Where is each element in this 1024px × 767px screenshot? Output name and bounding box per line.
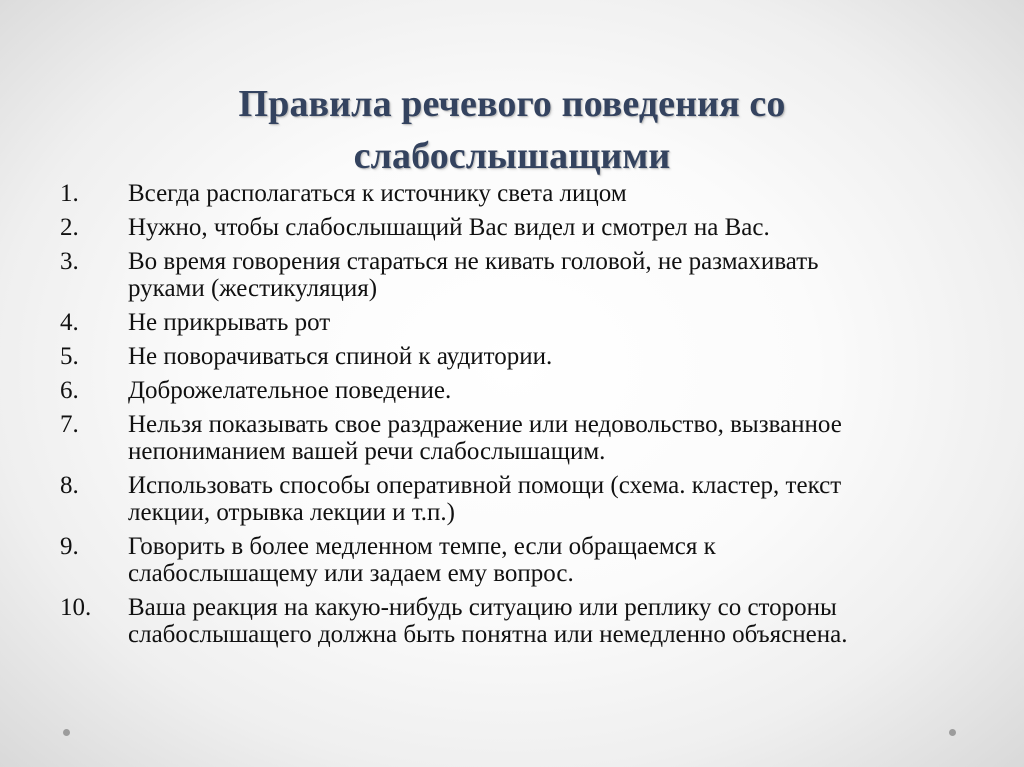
rule-item-9 xyxy=(60,533,960,587)
rule-number: 9. xyxy=(60,533,79,560)
rule-text xyxy=(128,411,960,465)
slide-title xyxy=(170,78,854,182)
rule-text-line: лекции, отрывка лекции и т.п.) xyxy=(128,499,455,526)
rule-text xyxy=(128,214,960,241)
rule-item-10 xyxy=(60,594,960,648)
rule-number: 7. xyxy=(60,411,79,438)
rule-text xyxy=(128,180,960,207)
rule-item-2 xyxy=(60,214,960,241)
rule-item-4 xyxy=(60,309,960,336)
rule-number: 10. xyxy=(60,594,92,621)
rule-item-7 xyxy=(60,411,960,465)
slide-title-line-1: Правила речевого поведения со xyxy=(238,83,786,125)
rule-item-5 xyxy=(60,343,960,370)
rule-text-line: непониманием вашей речи слабослышащим. xyxy=(128,438,606,465)
rule-text-line: Всегда располагаться к источнику света лицом xyxy=(128,180,627,207)
rule-number: 3. xyxy=(60,248,79,275)
rule-item-1 xyxy=(60,180,960,207)
rule-text xyxy=(128,309,960,336)
rule-text xyxy=(128,472,960,526)
rule-number: 2. xyxy=(60,214,79,241)
rule-text-line: Во время говорения стараться не кивать головой, не размахивать xyxy=(128,248,819,275)
rule-number: 8. xyxy=(60,472,79,499)
rule-text-line: руками (жестикуляция) xyxy=(128,275,378,302)
rule-text-line: Ваша реакция на какую-нибудь ситуацию или реплику со стороны xyxy=(128,594,837,621)
slide-title-line-2: слабослышащими xyxy=(353,135,671,177)
rule-text xyxy=(128,343,960,370)
rule-item-3 xyxy=(60,248,960,302)
rules-list xyxy=(60,180,960,655)
rule-text-line: Доброжелательное поведение. xyxy=(128,377,452,404)
rule-number: 6. xyxy=(60,377,79,404)
rule-number: 5. xyxy=(60,343,79,370)
decorative-dot-icon xyxy=(63,729,70,736)
decorative-dot-icon xyxy=(949,729,956,736)
rule-number: 4. xyxy=(60,309,79,336)
rule-text-line: Нужно, чтобы слабослышащий Вас видел и смотрел на Вас. xyxy=(128,214,770,241)
rule-text-line: Не прикрывать рот xyxy=(128,309,331,336)
rule-item-8 xyxy=(60,472,960,526)
rule-number: 1. xyxy=(60,180,79,207)
rule-text xyxy=(128,594,960,648)
rule-text-line: Использовать способы оперативной помощи (схема. кластер, текст xyxy=(128,472,842,499)
rule-text-line: слабослышащего должна быть понятна или немедленно объяснена. xyxy=(128,621,848,648)
rule-text xyxy=(128,377,960,404)
rule-item-6 xyxy=(60,377,960,404)
rule-text-line: слабослышащему или задаем ему вопрос. xyxy=(128,560,574,587)
rule-text-line: Не поворачиваться спиной к аудитории. xyxy=(128,343,553,370)
rule-text-line: Говорить в более медленном темпе, если обращаемся к xyxy=(128,533,716,560)
rule-text xyxy=(128,533,960,587)
rule-text xyxy=(128,248,960,302)
rule-text-line: Нельзя показывать свое раздражение или недовольство, вызванное xyxy=(128,411,842,438)
